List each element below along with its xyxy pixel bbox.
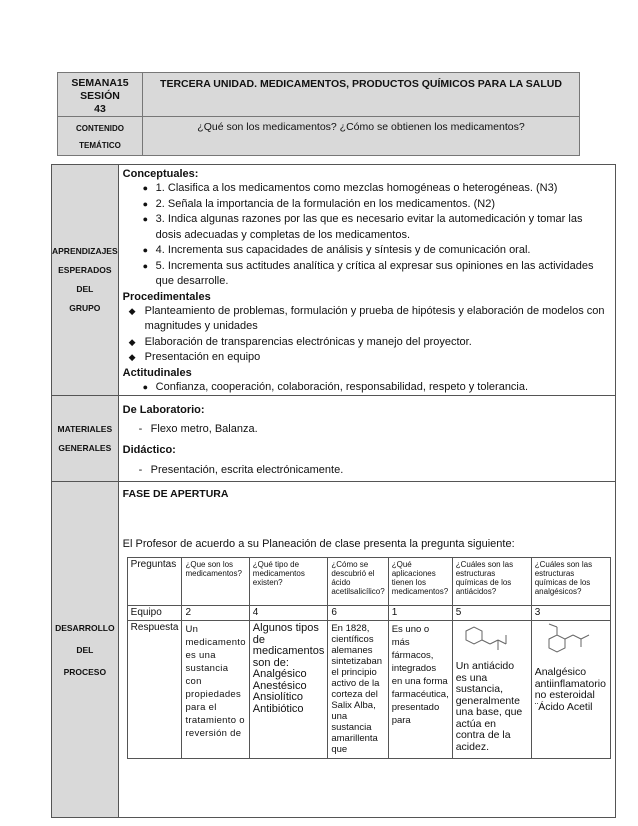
team-cell: 5 bbox=[452, 606, 531, 621]
answer-cell-antacid bbox=[452, 621, 531, 759]
procedural-title: Procedimentales bbox=[122, 290, 211, 303]
didactic-title: Didáctico: bbox=[122, 444, 176, 456]
dash-bullet: - bbox=[138, 423, 143, 435]
list-item: ● 3. Indica algunas razones por las que es necesario evitar la automedicación y tomar las dosis adecuadas y completas de los medicamentos. bbox=[142, 213, 583, 241]
content-label: CONTENIDO bbox=[76, 124, 124, 133]
attitudinal-title: Actitudinales bbox=[122, 366, 192, 379]
week-label: SEMANA15 bbox=[71, 77, 129, 89]
process-intro: El Profesor de acuerdo a su Planeación de clase presenta la pregunta siguiente: bbox=[122, 538, 515, 550]
phase-title: FASE DE APERTURA bbox=[122, 488, 229, 500]
dash-bullet: - bbox=[138, 464, 143, 476]
question-cell: ¿Que son los medicamentos? bbox=[182, 558, 249, 606]
list-item: ● 2. Señala la importancia de la formulación en los medicamentos. (N2) bbox=[123, 197, 611, 213]
bullet-icon: ● bbox=[142, 198, 149, 209]
bullet-icon: ● bbox=[142, 381, 149, 392]
process-content-cell bbox=[118, 482, 615, 818]
list-item: ◆ Elaboración de transparencias electrónicas y manejo del proyector. bbox=[123, 335, 611, 351]
aspirin-structure-icon bbox=[535, 623, 607, 667]
answer-cell: En 1828, científicos alemanes sintetizaban el principio activo de la corteza del Salix Alba, una sustancia amarillenta que bbox=[328, 621, 388, 759]
lab-title: De Laboratorio: bbox=[122, 404, 205, 416]
answer-text: Analgésico antiinflamatorio no esteroidal ¨Ácido Acetil bbox=[534, 666, 606, 713]
team-cell: 6 bbox=[328, 606, 388, 621]
list-item: ● 1. Clasifica a los medicamentos como mezclas homogéneas o heterogéneas. (N3) bbox=[123, 181, 611, 197]
list-item: ● 4. Incrementa sus capacidades de análisis y síntesis y de comunicación oral. bbox=[123, 243, 611, 259]
materials-label-1: MATERIALES bbox=[57, 423, 113, 434]
bullet-icon: ● bbox=[142, 245, 149, 255]
list-item: - Presentación, escrita electrónicamente. bbox=[138, 464, 344, 476]
bullet-icon: ● bbox=[142, 260, 149, 271]
question-cell: ¿Cómo se descubrió el ácido acetilsalicílico? bbox=[328, 558, 388, 606]
list-item: ● Confianza, cooperación, colaboración, responsabilidad, respeto y tolerancia. bbox=[123, 380, 611, 396]
question-cell: ¿Qué tipo de medicamentos existen? bbox=[249, 558, 328, 606]
learning-label-2: ESPERADOS DEL bbox=[58, 265, 112, 294]
list-item: ◆ Planteamiento de problemas, formulación y prueba de hipótesis y elaboración de modelos con magnitudes y unidades bbox=[128, 304, 605, 332]
team-cell: 1 bbox=[388, 606, 452, 621]
answer-cell: Algunos tipos de medicamentos son de: Analgésico Anestésico Ansiolítico Antibiótico bbox=[249, 621, 328, 759]
unit-title: TERCERA UNIDAD. MEDICAMENTOS, PRODUCTOS QUÍMICOS PARA LA SALUD bbox=[160, 78, 562, 90]
question-cell bbox=[143, 117, 580, 156]
table-row bbox=[127, 606, 610, 621]
session-cell bbox=[58, 73, 143, 117]
attitudinal-list bbox=[123, 380, 611, 396]
process-label-cell bbox=[52, 482, 119, 818]
thematic-label: TEMÁTICO bbox=[79, 141, 121, 150]
table-row bbox=[127, 621, 610, 759]
bullet-icon: ● bbox=[142, 183, 149, 193]
learning-label-3: GRUPO bbox=[69, 303, 101, 313]
question-cell: ¿Cuáles son las estructuras químicas de los analgésicos? bbox=[531, 558, 610, 606]
row-label-equipo: Equipo bbox=[127, 606, 182, 621]
materials-content-cell bbox=[118, 396, 615, 482]
learning-content-cell bbox=[118, 165, 615, 396]
learning-label-1: APRENDIZAJES bbox=[52, 246, 118, 256]
list-item: ◆ Presentación en equipo bbox=[123, 350, 611, 366]
row-label-preguntas: Preguntas bbox=[127, 558, 182, 606]
didactic-list bbox=[123, 462, 611, 478]
amino-acid-structure-icon bbox=[456, 623, 528, 659]
materials-label-2: GENERALES bbox=[58, 442, 112, 453]
procedural-list bbox=[123, 304, 611, 366]
process-label-2: PROCESO bbox=[63, 666, 107, 677]
answer-text: Un antiácido es una sustancia, generalmente una base, que actúa en contra de la acidez. bbox=[455, 660, 523, 753]
diamond-bullet-icon: ◆ bbox=[128, 336, 136, 347]
conceptual-title: Conceptuales: bbox=[122, 168, 199, 180]
diamond-bullet-icon: ◆ bbox=[128, 352, 136, 362]
content-label-cell bbox=[58, 117, 143, 156]
answer-cell-analgesic bbox=[531, 621, 610, 759]
activity-table bbox=[127, 557, 611, 759]
question-cell: ¿Qué aplicaciones tienen los medicamentos? bbox=[388, 558, 452, 606]
question-cell: ¿Cuáles son las estructuras químicas de los antiácidos? bbox=[452, 558, 531, 606]
session-header-table bbox=[57, 72, 580, 156]
row-label-respuesta: Respuesta bbox=[127, 621, 182, 759]
table-row bbox=[127, 558, 610, 606]
answer-cell: Un medicamento es una sustancia con propiedades para el tratamiento o reversión de bbox=[182, 621, 249, 759]
session-label: SESIÓN bbox=[80, 90, 120, 102]
list-item: ● 5. Incrementa sus actitudes analítica y crítica al expresar sus opiniones en las actividades que desarrolle. bbox=[142, 259, 594, 287]
conceptual-list bbox=[123, 181, 611, 290]
answer-cell: Es uno o más fármacos, integrados en una forma farmacéutica, presentado para bbox=[388, 621, 452, 759]
materials-label-cell bbox=[52, 396, 119, 482]
team-cell: 3 bbox=[531, 606, 610, 621]
list-item: - Flexo metro, Balanza. bbox=[138, 423, 258, 435]
thematic-question: ¿Qué son los medicamentos? ¿Cómo se obtienen los medicamentos? bbox=[197, 121, 525, 133]
learning-label-cell bbox=[52, 165, 119, 396]
team-cell: 4 bbox=[249, 606, 328, 621]
lab-list bbox=[123, 421, 611, 437]
lesson-plan-table bbox=[51, 164, 616, 818]
diamond-bullet-icon: ◆ bbox=[128, 305, 136, 316]
team-cell: 2 bbox=[182, 606, 249, 621]
session-number: 43 bbox=[94, 103, 106, 115]
process-label-1: DESARROLLO DEL bbox=[55, 622, 115, 655]
unit-cell bbox=[143, 73, 580, 117]
bullet-icon: ● bbox=[142, 214, 149, 224]
